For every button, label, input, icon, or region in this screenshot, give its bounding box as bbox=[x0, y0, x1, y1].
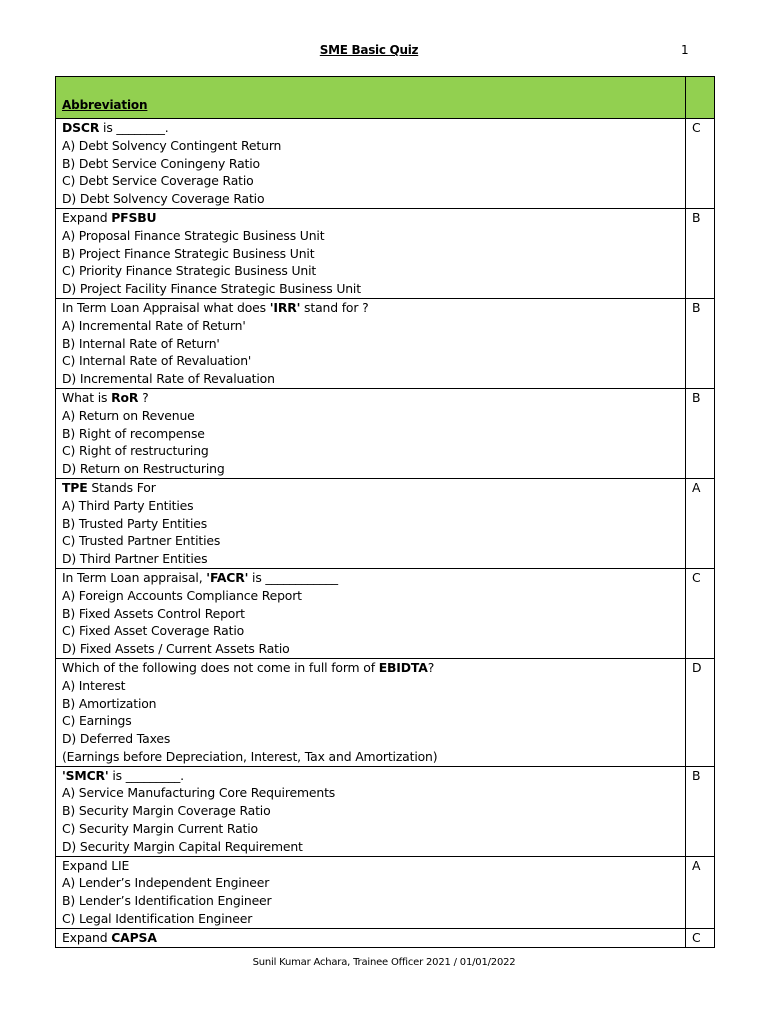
question-prompt bbox=[62, 929, 685, 947]
prompt-keyword: CAPSA bbox=[111, 929, 157, 945]
question-prompt bbox=[62, 767, 685, 785]
section-header-row bbox=[56, 77, 715, 119]
answer-option: A) Proposal Finance Strategic Business Unit bbox=[62, 227, 325, 243]
prompt-keyword: 'FACR' bbox=[206, 569, 249, 585]
correct-answer-cell bbox=[686, 298, 715, 388]
prompt-keyword: RoR bbox=[111, 389, 139, 405]
question-cell bbox=[56, 928, 686, 947]
question-cell bbox=[56, 766, 686, 856]
correct-answer: B bbox=[692, 767, 701, 783]
answer-option: C) Internal Rate of Revaluation' bbox=[62, 353, 252, 369]
correct-answer-cell bbox=[686, 208, 715, 298]
prompt-keyword: PFSBU bbox=[111, 209, 157, 225]
question-cell bbox=[56, 478, 686, 568]
correct-answer: C bbox=[692, 929, 701, 945]
quiz-table bbox=[55, 76, 715, 948]
question-row bbox=[56, 388, 715, 478]
answer-option: C) Right of restructuring bbox=[62, 443, 209, 459]
answer-option: B) Lender’s Identification Engineer bbox=[62, 893, 272, 909]
prompt-text: ? bbox=[427, 659, 435, 675]
question-prompt bbox=[62, 857, 685, 875]
question-prompt bbox=[62, 479, 685, 497]
question-cell bbox=[56, 208, 686, 298]
question-row bbox=[56, 766, 715, 856]
question-row bbox=[56, 928, 715, 947]
question-row bbox=[56, 298, 715, 388]
prompt-keyword: EBIDTA bbox=[378, 659, 428, 675]
question-row bbox=[56, 119, 715, 209]
answer-option: A) Service Manufacturing Core Requirements bbox=[62, 785, 336, 801]
question-prompt bbox=[62, 659, 685, 677]
question-row bbox=[56, 478, 715, 568]
prompt-text: Expand bbox=[62, 209, 112, 225]
question-prompt bbox=[62, 209, 685, 227]
prompt-text: is _________. bbox=[108, 767, 184, 783]
answer-option: B) Amortization bbox=[62, 695, 157, 711]
correct-answer-cell bbox=[686, 658, 715, 766]
answer-option: B) Internal Rate of Return' bbox=[62, 335, 220, 351]
prompt-keyword: TPE bbox=[62, 479, 88, 495]
prompt-text: stand for ? bbox=[300, 299, 369, 315]
question-prompt bbox=[62, 389, 685, 407]
answer-option: D) Security Margin Capital Requirement bbox=[62, 838, 303, 854]
answer-option: D) Debt Solvency Coverage Ratio bbox=[62, 191, 265, 207]
prompt-text: is ____________ bbox=[248, 569, 338, 585]
answer-option: A) Incremental Rate of Return' bbox=[62, 317, 246, 333]
answer-option: B) Fixed Assets Control Report bbox=[62, 605, 245, 621]
prompt-text: Expand LIE bbox=[62, 857, 130, 873]
correct-answer: A bbox=[692, 857, 701, 873]
answer-header-cell bbox=[686, 77, 715, 119]
correct-answer-cell bbox=[686, 856, 715, 928]
answer-option: D) Deferred Taxes bbox=[62, 731, 171, 747]
answer-option: B) Debt Service Coningeny Ratio bbox=[62, 155, 260, 171]
question-cell bbox=[56, 388, 686, 478]
answer-option: A) Interest bbox=[62, 677, 126, 693]
question-prompt bbox=[62, 299, 685, 317]
answer-option: B) Trusted Party Entities bbox=[62, 515, 208, 531]
answer-option: C) Security Margin Current Ratio bbox=[62, 821, 258, 837]
prompt-keyword: 'SMCR' bbox=[62, 767, 109, 783]
answer-option: C) Debt Service Coverage Ratio bbox=[62, 173, 254, 189]
answer-option: C) Trusted Partner Entities bbox=[62, 533, 221, 549]
prompt-text: is ________. bbox=[99, 120, 169, 135]
correct-answer: D bbox=[692, 659, 702, 675]
prompt-text: In Term Loan Appraisal what does bbox=[62, 299, 270, 315]
correct-answer: A bbox=[692, 479, 701, 495]
question-cell bbox=[56, 568, 686, 658]
page-footer: Sunil Kumar Achara, Trainee Officer 2021 / 01/01/2022 bbox=[252, 957, 516, 968]
answer-option: D) Fixed Assets / Current Assets Ratio bbox=[62, 641, 290, 657]
section-header-cell bbox=[56, 77, 686, 119]
page-number: 1 bbox=[681, 43, 689, 57]
correct-answer-cell bbox=[686, 766, 715, 856]
question-cell bbox=[56, 856, 686, 928]
answer-option: A) Foreign Accounts Compliance Report bbox=[62, 587, 302, 603]
question-cell bbox=[56, 658, 686, 766]
question-cell bbox=[56, 119, 686, 209]
answer-option: C) Priority Finance Strategic Business Unit bbox=[62, 263, 317, 279]
correct-answer: C bbox=[692, 120, 701, 135]
answer-option: B) Project Finance Strategic Business Unit bbox=[62, 245, 315, 261]
answer-option: D) Third Partner Entities bbox=[62, 551, 208, 567]
prompt-text: In Term Loan appraisal, bbox=[62, 569, 207, 585]
answer-option: A) Third Party Entities bbox=[62, 497, 194, 513]
correct-answer: B bbox=[692, 209, 701, 225]
answer-option: A) Lender’s Independent Engineer bbox=[62, 875, 270, 891]
correct-answer-cell bbox=[686, 388, 715, 478]
answer-option: D) Incremental Rate of Revaluation bbox=[62, 371, 275, 387]
question-prompt bbox=[62, 569, 685, 587]
section-label: Abbreviation bbox=[62, 98, 148, 113]
question-row bbox=[56, 208, 715, 298]
prompt-keyword: DSCR bbox=[62, 120, 100, 135]
correct-answer-cell bbox=[686, 568, 715, 658]
answer-option: D) Project Facility Finance Strategic Business Unit bbox=[62, 281, 361, 297]
correct-answer: C bbox=[692, 569, 701, 585]
question-prompt bbox=[62, 119, 685, 137]
prompt-text: Stands For bbox=[87, 479, 156, 495]
prompt-text: ? bbox=[138, 389, 149, 405]
question-row bbox=[56, 568, 715, 658]
answer-option: C) Legal Identification Engineer bbox=[62, 911, 253, 927]
page-title: SME Basic Quiz bbox=[319, 43, 419, 57]
prompt-text: Which of the following does not come in full form of bbox=[62, 659, 379, 675]
answer-option: B) Security Margin Coverage Ratio bbox=[62, 803, 271, 819]
answer-option: A) Return on Revenue bbox=[62, 407, 195, 423]
prompt-text: Expand bbox=[62, 929, 112, 945]
question-row bbox=[56, 856, 715, 928]
correct-answer: B bbox=[692, 299, 701, 315]
answer-option: C) Earnings bbox=[62, 713, 132, 729]
answer-option: (Earnings before Depreciation, Interest, Tax and Amortization) bbox=[62, 748, 438, 764]
answer-option: B) Right of recompense bbox=[62, 425, 205, 441]
correct-answer-cell bbox=[686, 928, 715, 947]
correct-answer-cell bbox=[686, 119, 715, 209]
quiz-table-body bbox=[56, 77, 715, 948]
correct-answer-cell bbox=[686, 478, 715, 568]
answer-option: A) Debt Solvency Contingent Return bbox=[62, 137, 282, 153]
correct-answer: B bbox=[692, 389, 701, 405]
question-cell bbox=[56, 298, 686, 388]
answer-option: C) Fixed Asset Coverage Ratio bbox=[62, 623, 245, 639]
prompt-text: What is bbox=[62, 389, 112, 405]
answer-option: D) Return on Restructuring bbox=[62, 461, 225, 477]
question-row bbox=[56, 658, 715, 766]
prompt-keyword: 'IRR' bbox=[269, 299, 301, 315]
